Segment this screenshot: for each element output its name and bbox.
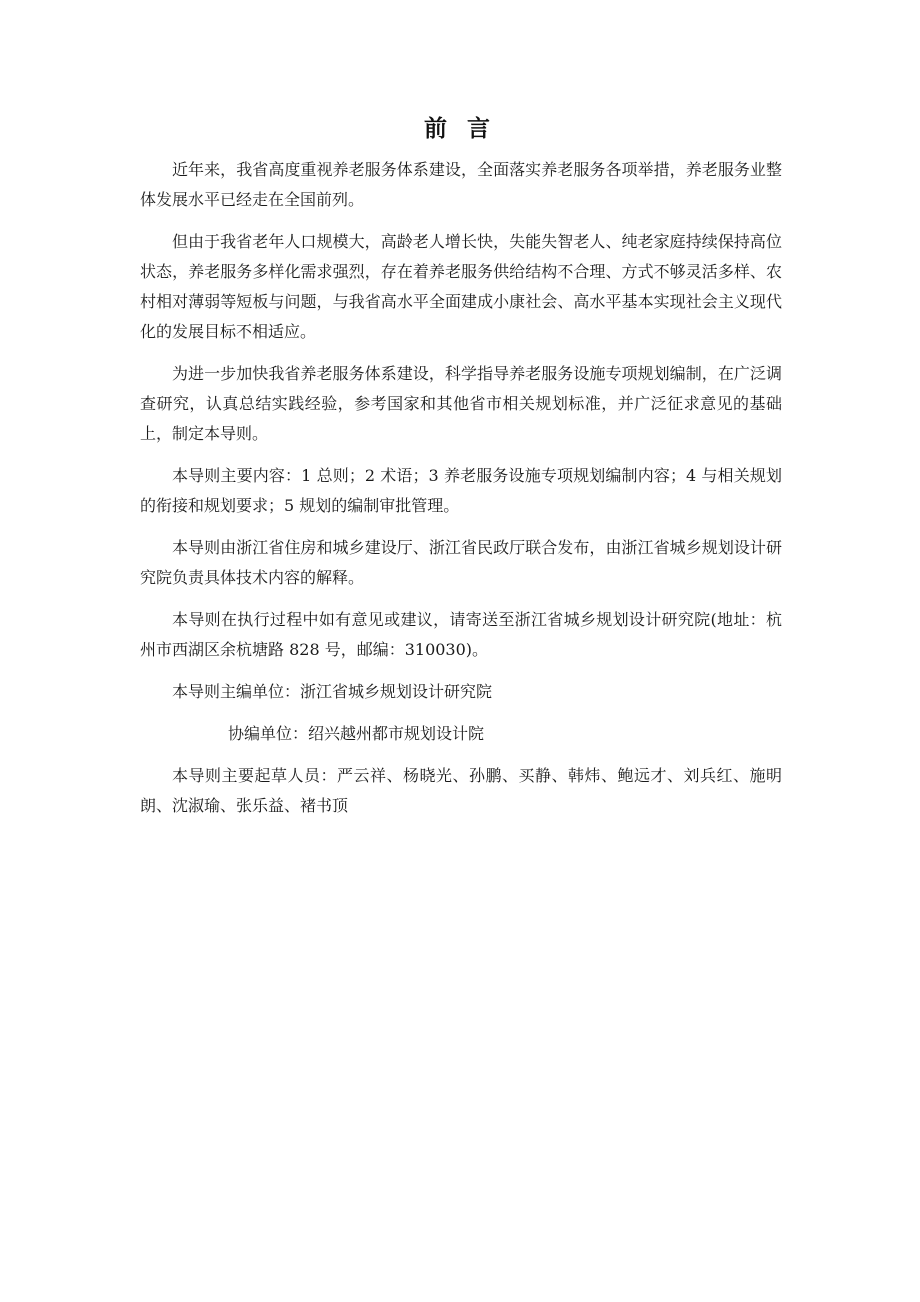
paragraph-issuers: 本导则由浙江省住房和城乡建设厅、浙江省民政厅联合发布，由浙江省城乡规划设计研究院负责具体技术内容的解释。	[140, 538, 782, 587]
paragraph-co-editor: 协编单位：绍兴越州都市规划设计院	[228, 724, 485, 743]
paragraph-feedback: 本导则在执行过程中如有意见或建议，请寄送至浙江省城乡规划设计研究院(地址：杭州市西湖区余杭塘路 828 号，邮编：310030)。	[140, 610, 782, 659]
paragraph-contents: 本导则主要内容：1 总则；2 术语；3 养老服务设施专项规划编制内容；4 与相关规划的衔接和规划要求；5 规划的编制审批管理。	[140, 466, 782, 515]
paragraph-problems: 但由于我省老年人口规模大，高龄老人增长快，失能失智老人、纯老家庭持续保持高位状态，养老服务多样化需求强烈，存在着养老服务供给结构不合理、方式不够灵活多样、农村相对薄弱等短板与问题，与我省高水平全面建成小康社会、高水平基本实现社会主义现代化的发展目标不相适应。	[140, 232, 782, 341]
paragraph-intro: 近年来，我省高度重视养老服务体系建设，全面落实养老服务各项举措，养老服务业整体发展水平已经走在全国前列。	[140, 160, 782, 209]
document-body	[140, 155, 782, 833]
paragraph-chief-editor: 本导则主编单位：浙江省城乡规划设计研究院	[172, 682, 493, 701]
paragraph-purpose: 为进一步加快我省养老服务体系建设，科学指导养老服务设施专项规划编制，在广泛调查研究，认真总结实践经验，参考国家和其他省市相关规划标准，并广泛征求意见的基础上，制定本导则。	[140, 364, 782, 443]
paragraph-drafters: 本导则主要起草人员：严云祥、杨晓光、孙鹏、买静、韩炜、鲍远才、刘兵红、施明朗、沈淑瑜、张乐益、褚书顶	[140, 766, 782, 815]
page-title: 前 言	[423, 116, 496, 142]
